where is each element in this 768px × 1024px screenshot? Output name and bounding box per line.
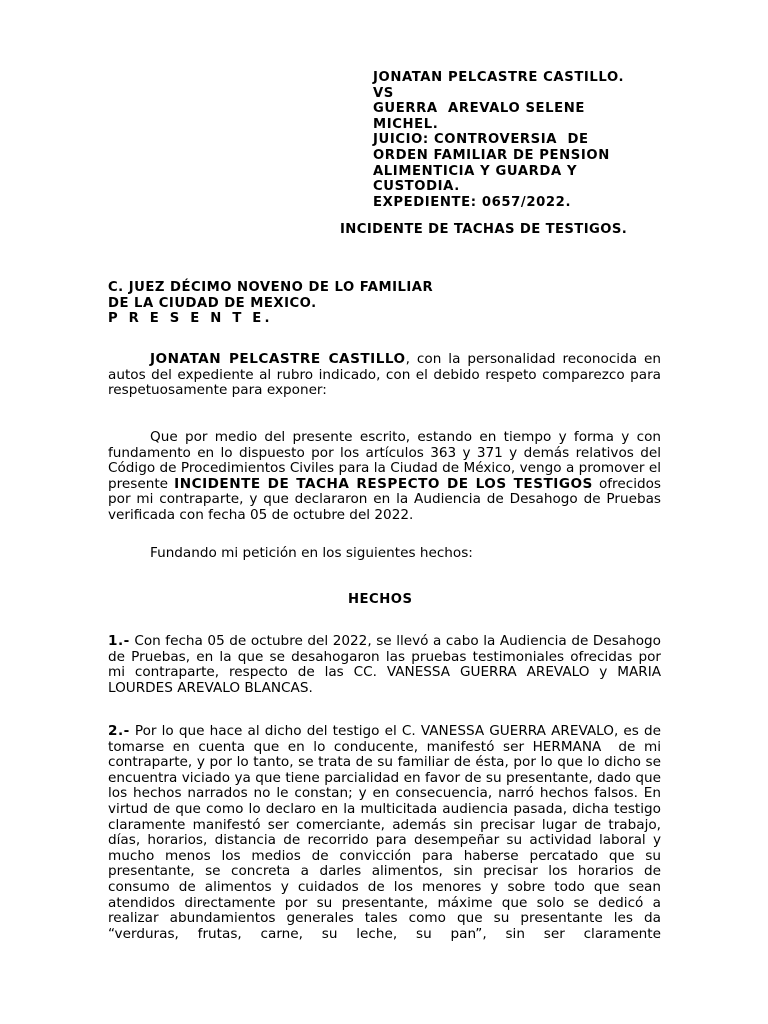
case-header xyxy=(373,70,673,210)
request-bold: INCIDENTE DE TACHA RESPECTO DE LOS TESTIGOS xyxy=(174,475,593,492)
header-line: VS xyxy=(373,85,394,101)
intro-paragraph xyxy=(108,352,661,399)
fundando-paragraph: Fundando mi petición en los siguientes hechos: xyxy=(150,545,473,561)
hecho-1-paragraph xyxy=(108,634,661,696)
request-paragraph xyxy=(108,430,661,524)
addressee-line: DE LA CIUDAD DE MEXICO. xyxy=(108,295,317,311)
header-line: MICHEL. xyxy=(373,116,439,132)
addressee-line: C. JUEZ DÉCIMO NOVENO DE LO FAMILIAR xyxy=(108,280,434,295)
request-text-before: Que por medio del presente escrito, estando en tiempo y forma y con fundamento en lo dispuesto por los artículos 363 y 371 y demás relativos del Código de Procedimientos Civiles para la Ciudad de México, vengo a promover el presente xyxy=(108,429,661,492)
header-line: CUSTODIA. xyxy=(373,179,460,195)
hecho-1-text: Con fecha 05 de octubre del 2022, se llevó a cabo la Audiencia de Desahogo de Pruebas, en la que se desahogaron las pruebas testimoniales ofrecidas por mi contraparte, respecto de las CC. VANESSA GUERRA AREVALO y MARIA LOURDES AREVALO BLANCAS. xyxy=(108,633,661,696)
intro-text: , con la personalidad reconocida en autos del expediente al rubro indicado, con el debido respeto comparezco para respetuosamente para exponer: xyxy=(108,351,661,399)
header-line: JUICIO: CONTROVERSIA DE xyxy=(373,132,589,148)
header-line: JONATAN PELCASTRE CASTILLO. xyxy=(373,70,625,85)
hecho-1-number: 1.- xyxy=(108,633,130,649)
intro-name: JONATAN PELCASTRE CASTILLO xyxy=(150,351,406,367)
header-line: GUERRA AREVALO SELENE xyxy=(373,101,586,117)
presente-line: P R E S E N T E. xyxy=(108,311,273,327)
addressee-block xyxy=(108,280,433,327)
header-line: ALIMENTICIA Y GUARDA Y xyxy=(373,163,578,179)
hechos-title: HECHOS xyxy=(348,592,413,607)
hecho-2-number: 2.- xyxy=(108,723,130,739)
hecho-2-paragraph xyxy=(108,723,666,942)
header-line: EXPEDIENTE: 0657/2022. xyxy=(373,194,572,210)
header-line: ORDEN FAMILIAR DE PENSION xyxy=(373,147,610,163)
request-text-after: ofrecidos por mi contraparte, y que declararon en la Audiencia de Desahogo de Pruebas verificada con fecha 05 de octubre del 2022. xyxy=(108,475,661,523)
incidente-title: INCIDENTE DE TACHAS DE TESTIGOS. xyxy=(340,222,628,237)
hecho-2-text: Por lo que hace al dicho del testigo el C. VANESSA GUERRA AREVALO, es de tomarse en cuenta que en lo conducente, manifestó ser HERMANA de mi contraparte, y por lo tanto, se trata de su familiar de ésta, por lo que lo dicho se encuentra viciado ya que tiene parcialidad en favor de su presentante, dado que los hechos narrados no le constan; y en consecuencia, narró hechos falsos. En virtud de que como lo declaro en la multicitada audiencia pasada, dicha testigo claramente manifestó ser comerciante, además sin precisar lugar de trabajo, días, horarios, distancia de recorrido para desempeñar su actividad laboral y mucho menos los medios de convicción para haberse percatado que su presentante, se concreta a darles alimentos, sin precisar los horarios de consumo de alimentos y cuidados de los menores y sobre todo que sean atendidos directamente por su presentante, máxime que solo se dedicó a realizar abundamientos generales tales como que su presentante les da “verduras, frutas, carne, su leche, su pan”, sin ser claramente xyxy=(108,723,666,942)
